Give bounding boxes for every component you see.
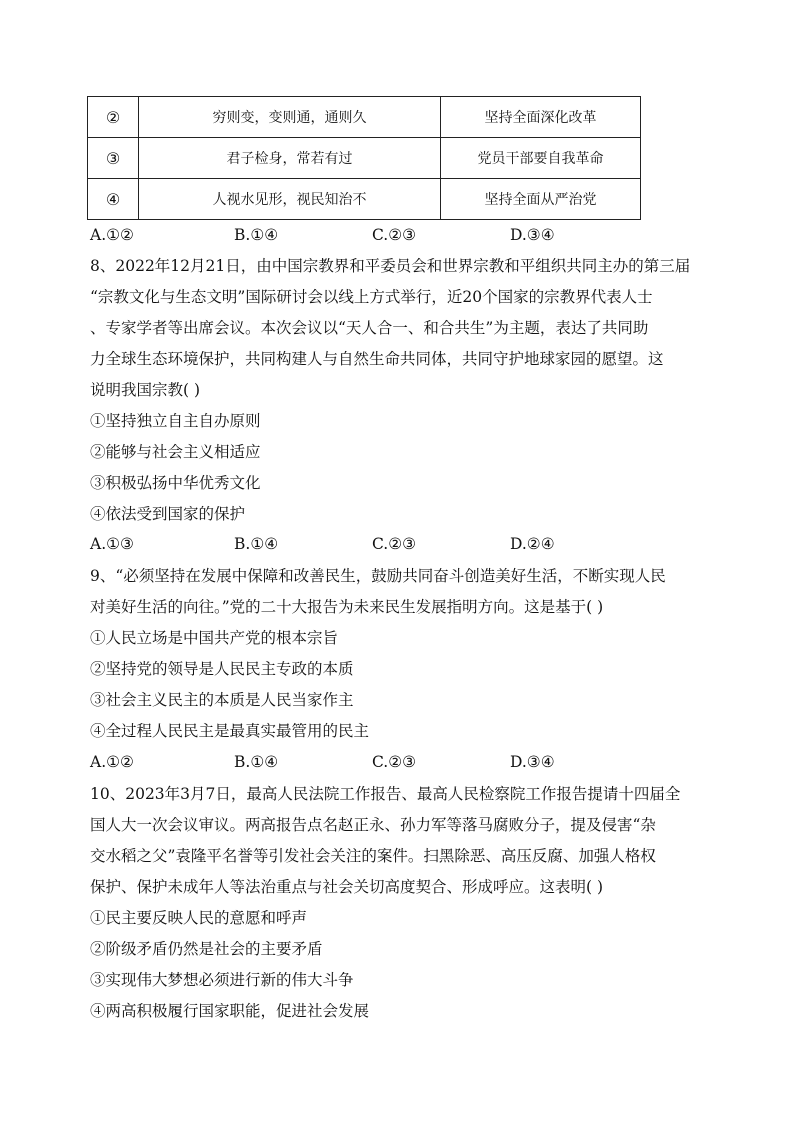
saying-cell: 穷则变，变则通，通则久 [139, 97, 441, 138]
choice-c[interactable]: C.②③ [372, 226, 417, 244]
choice-a[interactable]: A.①② [90, 226, 134, 244]
meaning-cell: 党员干部要自我革命 [441, 138, 641, 179]
q8-option: ③积极弘扬中华优秀文化 [90, 474, 261, 492]
answer-table [87, 96, 641, 220]
q8-stem-line: 、专家学者等出席会议。本次会议以“天人合一、和合共生”为主题，表达了共同助 [90, 319, 649, 337]
q8-stem-line: 说明我国宗教( ) [90, 381, 201, 399]
q9-option: ①人民立场是中国共产党的根本宗旨 [90, 629, 339, 647]
q8-stem-line: 8、2022年12月21日，由中国宗教界和平委员会和世界宗教和平组织共同主办的第三届 [90, 257, 691, 275]
choice-d[interactable]: D.③④ [510, 753, 555, 771]
saying-cell: 君子检身，常若有过 [139, 138, 441, 179]
choice-d[interactable]: D.③④ [510, 226, 555, 244]
row-number: ③ [88, 138, 139, 179]
q9-option: ②坚持党的领导是人民民主专政的本质 [90, 660, 354, 678]
saying-cell: 人视水见形，视民知治不 [139, 179, 441, 220]
q7-choices [90, 226, 710, 246]
q8-choices [90, 535, 710, 555]
q8-option: ①坚持独立自主自办原则 [90, 412, 261, 430]
q10-option: ③实现伟大梦想必须进行新的伟大斗争 [90, 971, 354, 989]
q10-stem-line: 保护、保护未成年人等法治重点与社会关切高度契合、形成呼应。这表明( ) [90, 878, 604, 896]
q10-stem-line: 国人大一次会议审议。两高报告点名赵正永、孙力军等落马腐败分子，提及侵害“杂 [90, 816, 656, 834]
meaning-cell: 坚持全面从严治党 [441, 179, 641, 220]
table-row [88, 97, 641, 138]
q10-option: ④两高积极履行国家职能，促进社会发展 [90, 1002, 370, 1020]
choice-b[interactable]: B.①④ [234, 226, 279, 244]
choice-b[interactable]: B.①④ [234, 753, 279, 771]
choice-a[interactable]: A.①③ [90, 535, 134, 553]
q10-option: ①民主要反映人民的意愿和呼声 [90, 909, 308, 927]
q10-option: ②阶级矛盾仍然是社会的主要矛盾 [90, 940, 323, 958]
q9-option: ④全过程人民民主是最真实最管用的民主 [90, 722, 370, 740]
choice-c[interactable]: C.②③ [372, 753, 417, 771]
q9-choices [90, 753, 710, 773]
choice-d[interactable]: D.②④ [510, 535, 555, 553]
choice-b[interactable]: B.①④ [234, 535, 279, 553]
q8-stem-line: “宗教文化与生态文明”国际研讨会以线上方式举行，近20个国家的宗教界代表人士 [90, 288, 653, 306]
q9-option: ③社会主义民主的本质是人民当家作主 [90, 691, 354, 709]
choice-a[interactable]: A.①② [90, 753, 134, 771]
q9-stem-line: 9、“必须坚持在发展中保障和改善民生，鼓励共同奋斗创造美好生活，不断实现人民 [90, 567, 666, 585]
q10-stem-line: 交水稻之父”袁隆平名誉等引发社会关注的案件。扫黑除恶、高压反腐、加强人格权 [90, 847, 656, 865]
q8-stem-line: 力全球生态环境保护，共同构建人与自然生命共同体，共同守护地球家园的愿望。这 [90, 350, 664, 368]
q8-option: ④依法受到国家的保护 [90, 505, 246, 523]
table-row [88, 179, 641, 220]
q10-stem-line: 10、2023年3月7日，最高人民法院工作报告、最高人民检察院工作报告提请十四届全 [90, 785, 681, 803]
q9-stem-line: 对美好生活的向往。”党的二十大报告为未来民生发展指明方向。这是基于( ) [90, 598, 604, 616]
table-row [88, 138, 641, 179]
choice-c[interactable]: C.②③ [372, 535, 417, 553]
row-number: ④ [88, 179, 139, 220]
q8-option: ②能够与社会主义相适应 [90, 443, 261, 461]
meaning-cell: 坚持全面深化改革 [441, 97, 641, 138]
row-number: ② [88, 97, 139, 138]
